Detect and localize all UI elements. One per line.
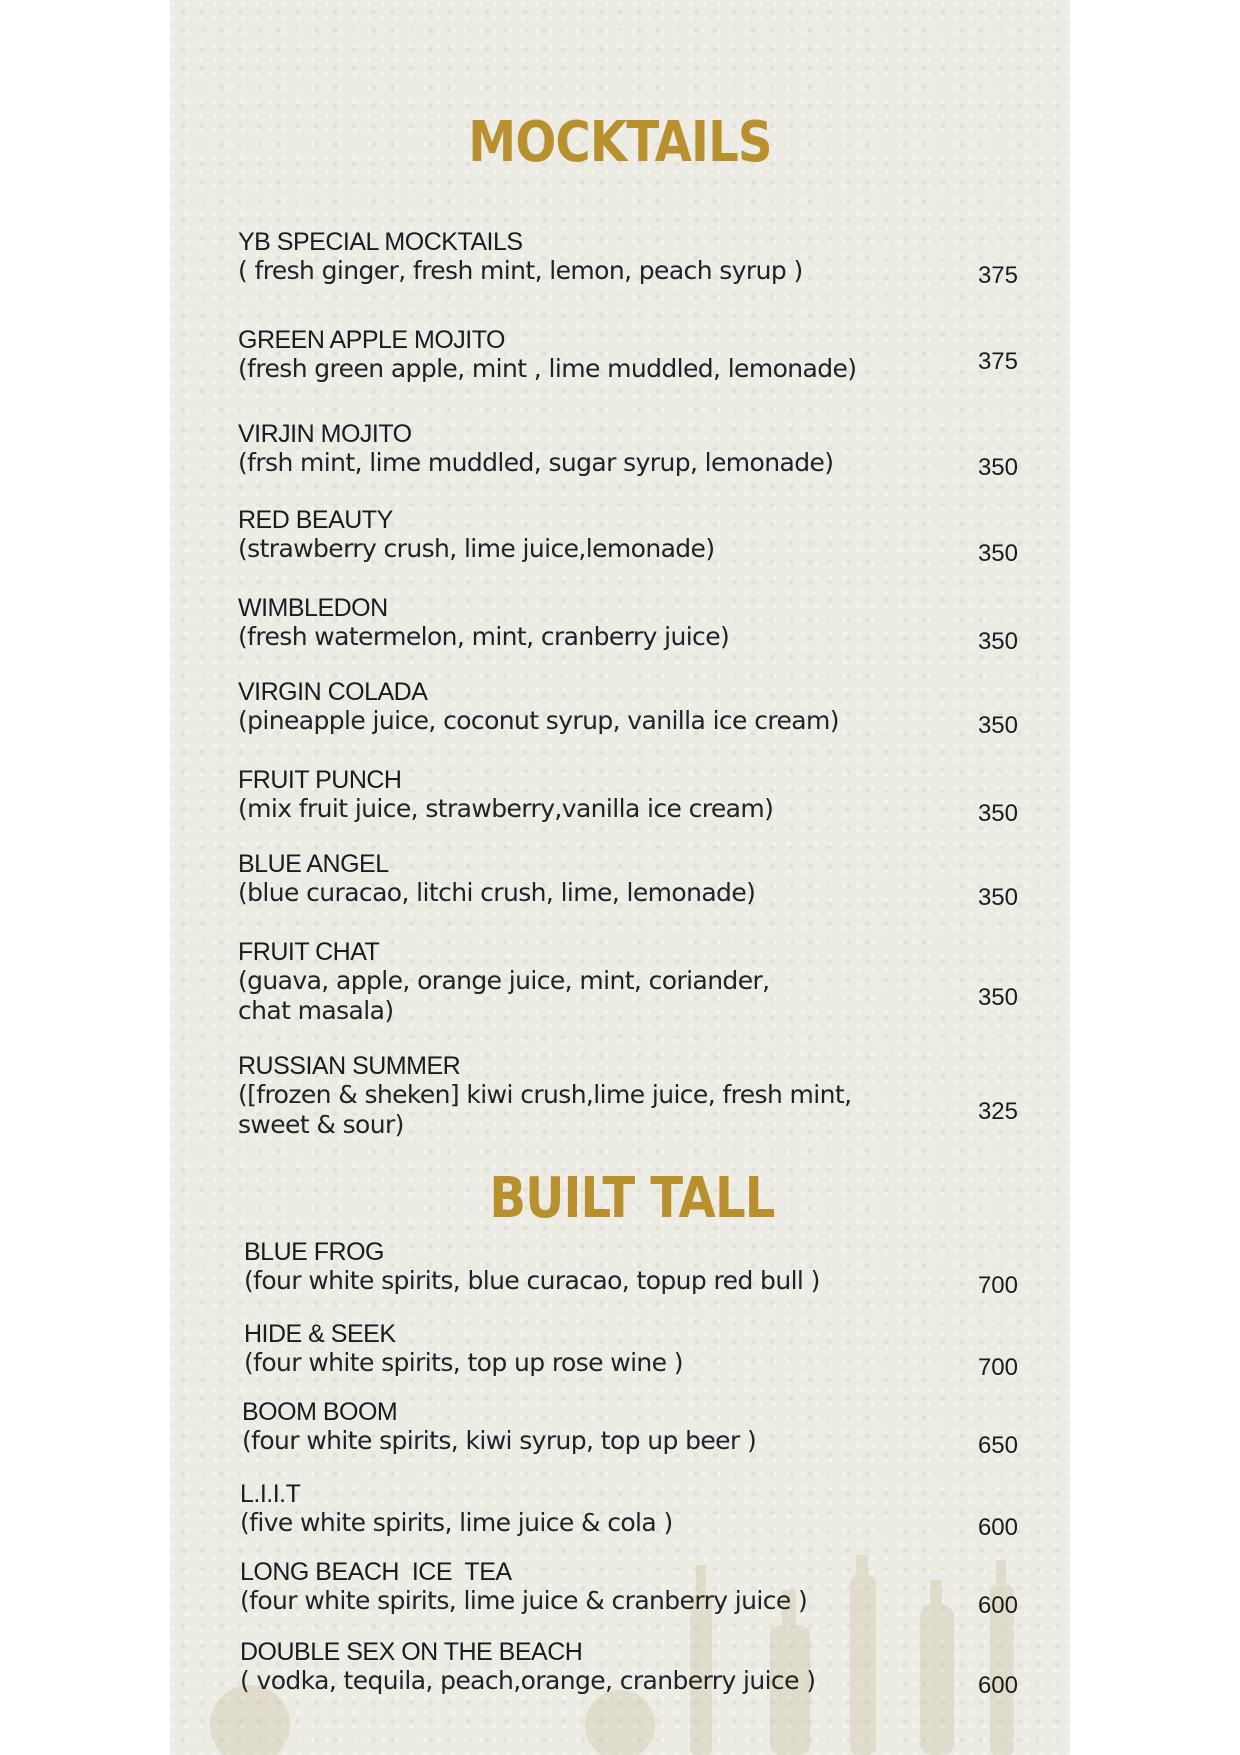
item-name: BOOM BOOM: [242, 1398, 398, 1426]
item-name: BLUE FROG: [244, 1238, 384, 1266]
menu-item: [242, 1398, 1018, 1459]
item-description: (four white spirits, top up rose wine ): [244, 1348, 683, 1377]
section-title-built-tall: BUILT TALL: [489, 1166, 775, 1231]
item-price: 350: [977, 454, 1018, 481]
menu-item: [240, 1638, 1018, 1699]
menu-item: [238, 594, 1018, 655]
item-name: L.I.I.T: [240, 1480, 301, 1508]
item-price: 350: [977, 712, 1018, 739]
item-name: LONG BEACH ICE TEA: [240, 1558, 512, 1586]
item-price: 350: [977, 984, 1018, 1011]
item-name: VIRJIN MOJITO: [238, 420, 412, 448]
menu-item: [244, 1238, 1018, 1299]
menu-item: [238, 678, 1018, 739]
item-description: (guava, apple, orange juice, mint, coriander, chat masala): [238, 966, 770, 1025]
menu-item: [240, 1558, 1018, 1619]
item-price: 600: [977, 1592, 1018, 1619]
item-description: ( vodka, tequila, peach,orange, cranberry juice ): [240, 1666, 816, 1695]
section-title-mocktails: MOCKTAILS: [468, 110, 772, 175]
menu-item: [238, 1052, 1018, 1140]
item-description: (five white spirits, lime juice & cola ): [240, 1508, 673, 1537]
item-name: FRUIT PUNCH: [238, 766, 402, 794]
item-price: 325: [977, 1098, 1018, 1125]
menu-item: [238, 766, 1018, 827]
item-name: BLUE ANGEL: [238, 850, 389, 878]
item-name: HIDE & SEEK: [244, 1320, 396, 1348]
item-price: 375: [977, 348, 1018, 375]
menu-item: [238, 420, 1018, 481]
item-name: RUSSIAN SUMMER: [238, 1052, 461, 1080]
item-description: ( fresh ginger, fresh mint, lemon, peach syrup ): [238, 256, 803, 285]
menu-item: [244, 1320, 1018, 1381]
menu-item: [238, 326, 1018, 384]
menu-item: [238, 938, 1018, 1026]
item-description: (strawberry crush, lime juice,lemonade): [238, 534, 715, 563]
item-price: 700: [977, 1272, 1018, 1299]
item-price: 350: [977, 884, 1018, 911]
item-description: (fresh watermelon, mint, cranberry juice): [238, 622, 730, 651]
item-price: 350: [977, 800, 1018, 827]
menu-item: [238, 228, 1018, 289]
item-price: 600: [977, 1672, 1018, 1699]
item-description: (four white spirits, lime juice & cranberry juice ): [240, 1586, 808, 1615]
item-description: (blue curacao, litchi crush, lime, lemonade): [238, 878, 756, 907]
item-name: VIRGIN COLADA: [238, 678, 428, 706]
item-description: ([frozen & sheken] kiwi crush,lime juice, fresh mint, sweet & sour): [238, 1080, 852, 1139]
menu-item: [238, 850, 1018, 911]
item-name: DOUBLE SEX ON THE BEACH: [240, 1638, 583, 1666]
item-price: 600: [977, 1514, 1018, 1541]
item-name: WIMBLEDON: [238, 594, 388, 622]
item-description: (four white spirits, kiwi syrup, top up beer ): [242, 1426, 757, 1455]
item-price: 350: [977, 540, 1018, 567]
item-price: 700: [977, 1354, 1018, 1381]
menu-item: [238, 506, 1018, 567]
item-description: (mix fruit juice, strawberry,vanilla ice cream): [238, 794, 774, 823]
item-price: 650: [977, 1432, 1018, 1459]
menu-item: [240, 1480, 1018, 1541]
item-description: (pineapple juice, coconut syrup, vanilla ice cream): [238, 706, 839, 735]
item-name: FRUIT CHAT: [238, 938, 380, 966]
item-name: RED BEAUTY: [238, 506, 393, 534]
item-price: 375: [977, 262, 1018, 289]
item-description: (frsh mint, lime muddled, sugar syrup, lemonade): [238, 448, 834, 477]
item-price: 350: [977, 628, 1018, 655]
item-name: GREEN APPLE MOJITO: [238, 326, 506, 354]
item-description: (four white spirits, blue curacao, topup red bull ): [244, 1266, 820, 1295]
menu-card: [170, 0, 1070, 1755]
item-name: YB SPECIAL MOCKTAILS: [238, 228, 523, 256]
item-description: (fresh green apple, mint , lime muddled, lemonade): [238, 354, 857, 383]
